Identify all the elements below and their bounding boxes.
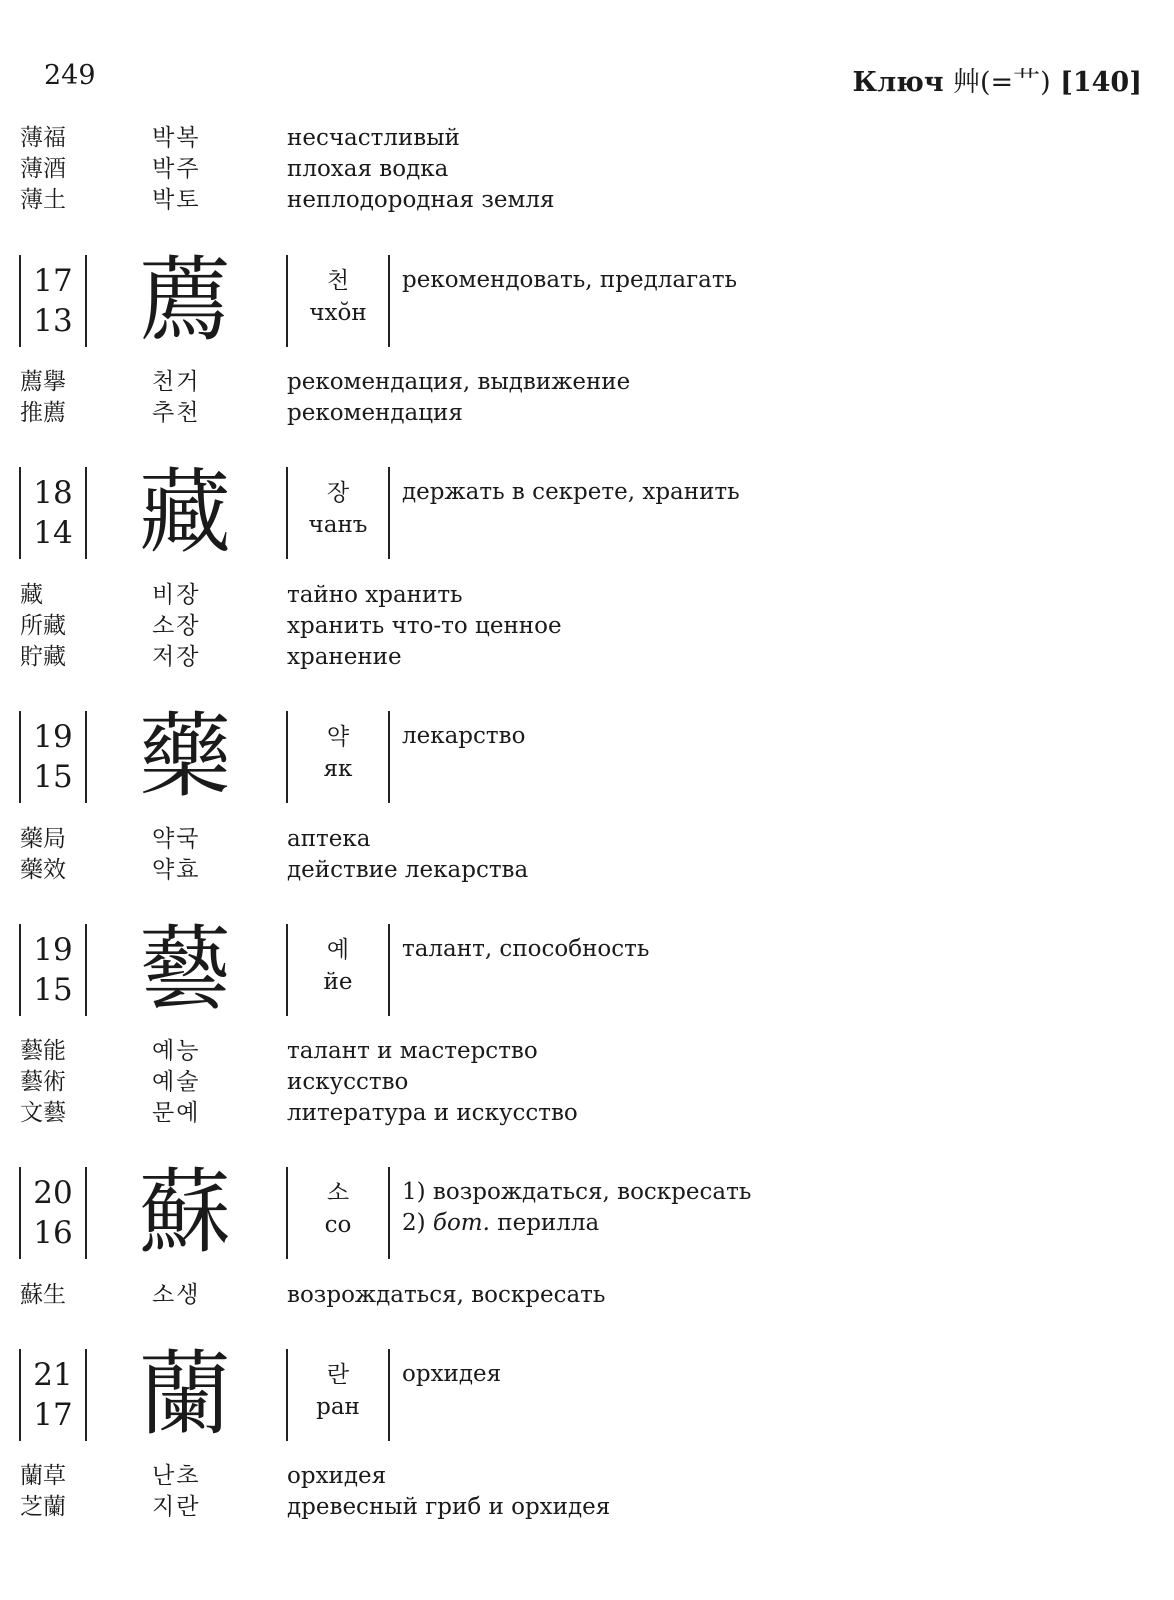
- word-hanja: 藏: [20, 582, 43, 608]
- word-hanja: 蘇生: [20, 1282, 66, 1308]
- divider: [388, 924, 390, 1016]
- definition-abbreviation: бот.: [432, 1210, 490, 1236]
- word-hanja: 蘭草: [20, 1463, 66, 1489]
- entry-hangul: 천: [326, 268, 350, 294]
- page-header: [0, 0, 1174, 110]
- word-meaning: искусство: [287, 1069, 409, 1095]
- stroke-count: 21: [33, 1357, 73, 1393]
- word-hangul: 추천: [152, 400, 201, 426]
- extra-stroke-count: 15: [33, 972, 73, 1008]
- stroke-count: 18: [33, 475, 73, 511]
- word-hangul: 예술: [152, 1069, 201, 1095]
- entry-character: 薦: [138, 247, 231, 354]
- extra-stroke-count: 16: [33, 1215, 73, 1251]
- word-hanja: 推薦: [20, 400, 66, 426]
- word-row: [0, 123, 1174, 154]
- word-meaning: неплодородная земля: [287, 187, 555, 213]
- entry-definition: [402, 265, 737, 296]
- word-meaning: хранение: [287, 644, 402, 670]
- word-meaning: талант и мастерство: [287, 1038, 538, 1064]
- stroke-count: 19: [33, 719, 73, 755]
- word-hanja: 藝術: [20, 1069, 66, 1095]
- entry-definition: [402, 1177, 751, 1239]
- definition-number: 2): [402, 1210, 433, 1236]
- word-row: [0, 1461, 1174, 1492]
- character-entry: [0, 916, 900, 1023]
- word-row: [0, 185, 1174, 216]
- definition-line: 1) возрождаться, воскресать: [402, 1179, 752, 1205]
- entry-hangul: 소: [326, 1180, 350, 1206]
- word-row: [0, 154, 1174, 185]
- entry-character: 藝: [138, 916, 231, 1023]
- word-row: [0, 1280, 1174, 1311]
- word-meaning: хранить что-то ценное: [287, 613, 562, 639]
- character-entry: [0, 1341, 900, 1448]
- word-hanja: 文藝: [20, 1100, 66, 1126]
- divider: [388, 711, 390, 803]
- extra-stroke-count: 14: [33, 515, 73, 551]
- entry-definition: [402, 477, 740, 508]
- definition-line: [402, 1208, 751, 1239]
- word-row: [0, 1098, 1174, 1129]
- word-row: [0, 824, 1174, 855]
- word-hanja: 藝能: [20, 1038, 66, 1064]
- word-hangul: 지란: [152, 1494, 201, 1520]
- word-row: [0, 398, 1174, 429]
- word-row: [0, 855, 1174, 886]
- word-row: [0, 1067, 1174, 1098]
- entry-definition: [402, 1359, 501, 1390]
- word-hanja: 藥效: [20, 857, 66, 883]
- divider: [388, 255, 390, 347]
- word-meaning: возрождаться, воскресать: [287, 1282, 606, 1308]
- word-hangul: 저장: [152, 644, 201, 670]
- word-hangul: 박토: [152, 187, 201, 213]
- word-hangul: 예능: [152, 1038, 201, 1064]
- entry-romanization: чанъ: [308, 512, 368, 538]
- word-row: [0, 1492, 1174, 1523]
- entry-definition: [402, 721, 525, 752]
- word-hangul: 비장: [152, 582, 201, 608]
- divider: [388, 1167, 390, 1259]
- word-hangul: 약효: [152, 857, 201, 883]
- entry-character: 藏: [138, 459, 231, 566]
- stroke-count: 20: [33, 1175, 73, 1211]
- definition-line: орхидея: [402, 1361, 502, 1387]
- entry-romanization: со: [324, 1212, 352, 1238]
- word-meaning: несчастливый: [287, 125, 460, 151]
- word-meaning: литература и искусство: [287, 1100, 578, 1126]
- extra-stroke-count: 15: [33, 759, 73, 795]
- word-meaning: действие лекарства: [287, 857, 529, 883]
- word-hangul: 박주: [152, 156, 201, 182]
- word-hangul: 문예: [152, 1100, 201, 1126]
- word-hangul: 박복: [152, 125, 201, 151]
- word-meaning: рекомендация: [287, 400, 463, 426]
- word-hangul: 소생: [152, 1282, 201, 1308]
- word-hanja: 薦擧: [20, 369, 66, 395]
- definition-text: перилла: [489, 1210, 600, 1236]
- entry-romanization: ран: [316, 1394, 360, 1420]
- word-hanja: 貯藏: [20, 644, 66, 670]
- word-meaning: аптека: [287, 826, 371, 852]
- stroke-count: 19: [33, 932, 73, 968]
- definition-line: талант, способность: [402, 936, 650, 962]
- extra-stroke-count: 13: [33, 303, 73, 339]
- page-number: 249: [44, 60, 96, 91]
- word-hanja: 薄土: [20, 187, 66, 213]
- character-entry: [0, 459, 900, 566]
- word-meaning: тайно хранить: [287, 582, 463, 608]
- word-hangul: 난초: [152, 1463, 201, 1489]
- word-row: [0, 611, 1174, 642]
- word-hanja: 薄酒: [20, 156, 66, 182]
- radical-number: [140]: [1050, 67, 1142, 98]
- word-hangul: 소장: [152, 613, 201, 639]
- character-entry: [0, 1159, 900, 1266]
- radical-heading: [853, 60, 1142, 99]
- word-row: [0, 642, 1174, 673]
- word-row: [0, 1036, 1174, 1067]
- word-hanja: 薄福: [20, 125, 66, 151]
- heading-label: Ключ: [852, 67, 953, 98]
- word-hangul: 약국: [152, 826, 201, 852]
- divider: [388, 467, 390, 559]
- entry-hangul: 장: [326, 480, 350, 506]
- word-meaning: рекомендация, выдвижение: [287, 369, 631, 395]
- definition-line: держать в секрете, хранить: [402, 479, 740, 505]
- entry-romanization: чхŏн: [309, 300, 367, 326]
- entry-character: 藥: [138, 703, 231, 810]
- entry-romanization: як: [323, 756, 353, 782]
- word-row: [0, 367, 1174, 398]
- word-hanja: 芝蘭: [20, 1494, 66, 1520]
- definition-line: лекарство: [402, 723, 526, 749]
- definition-line: рекомендовать, предлагать: [402, 267, 738, 293]
- entry-romanization: йе: [323, 969, 353, 995]
- word-hanja: 藥局: [20, 826, 66, 852]
- entry-character: 蘭: [138, 1341, 231, 1448]
- stroke-count: 17: [33, 263, 73, 299]
- entry-hangul: 란: [326, 1362, 350, 1388]
- word-row: [0, 580, 1174, 611]
- entry-hangul: 약: [326, 724, 350, 750]
- word-meaning: плохая водка: [287, 156, 449, 182]
- word-meaning: орхидея: [287, 1463, 387, 1489]
- divider: [388, 1349, 390, 1441]
- entry-hangul: 예: [326, 937, 350, 963]
- extra-stroke-count: 17: [33, 1397, 73, 1433]
- word-hanja: 所藏: [20, 613, 66, 639]
- word-hangul: 천거: [152, 369, 201, 395]
- radical-glyph: 艸(=艹): [952, 67, 1051, 98]
- character-entry: [0, 247, 900, 354]
- entry-character: 蘇: [138, 1159, 231, 1266]
- character-entry: [0, 703, 900, 810]
- entry-definition: [402, 934, 649, 965]
- word-meaning: древесный гриб и орхидея: [287, 1494, 611, 1520]
